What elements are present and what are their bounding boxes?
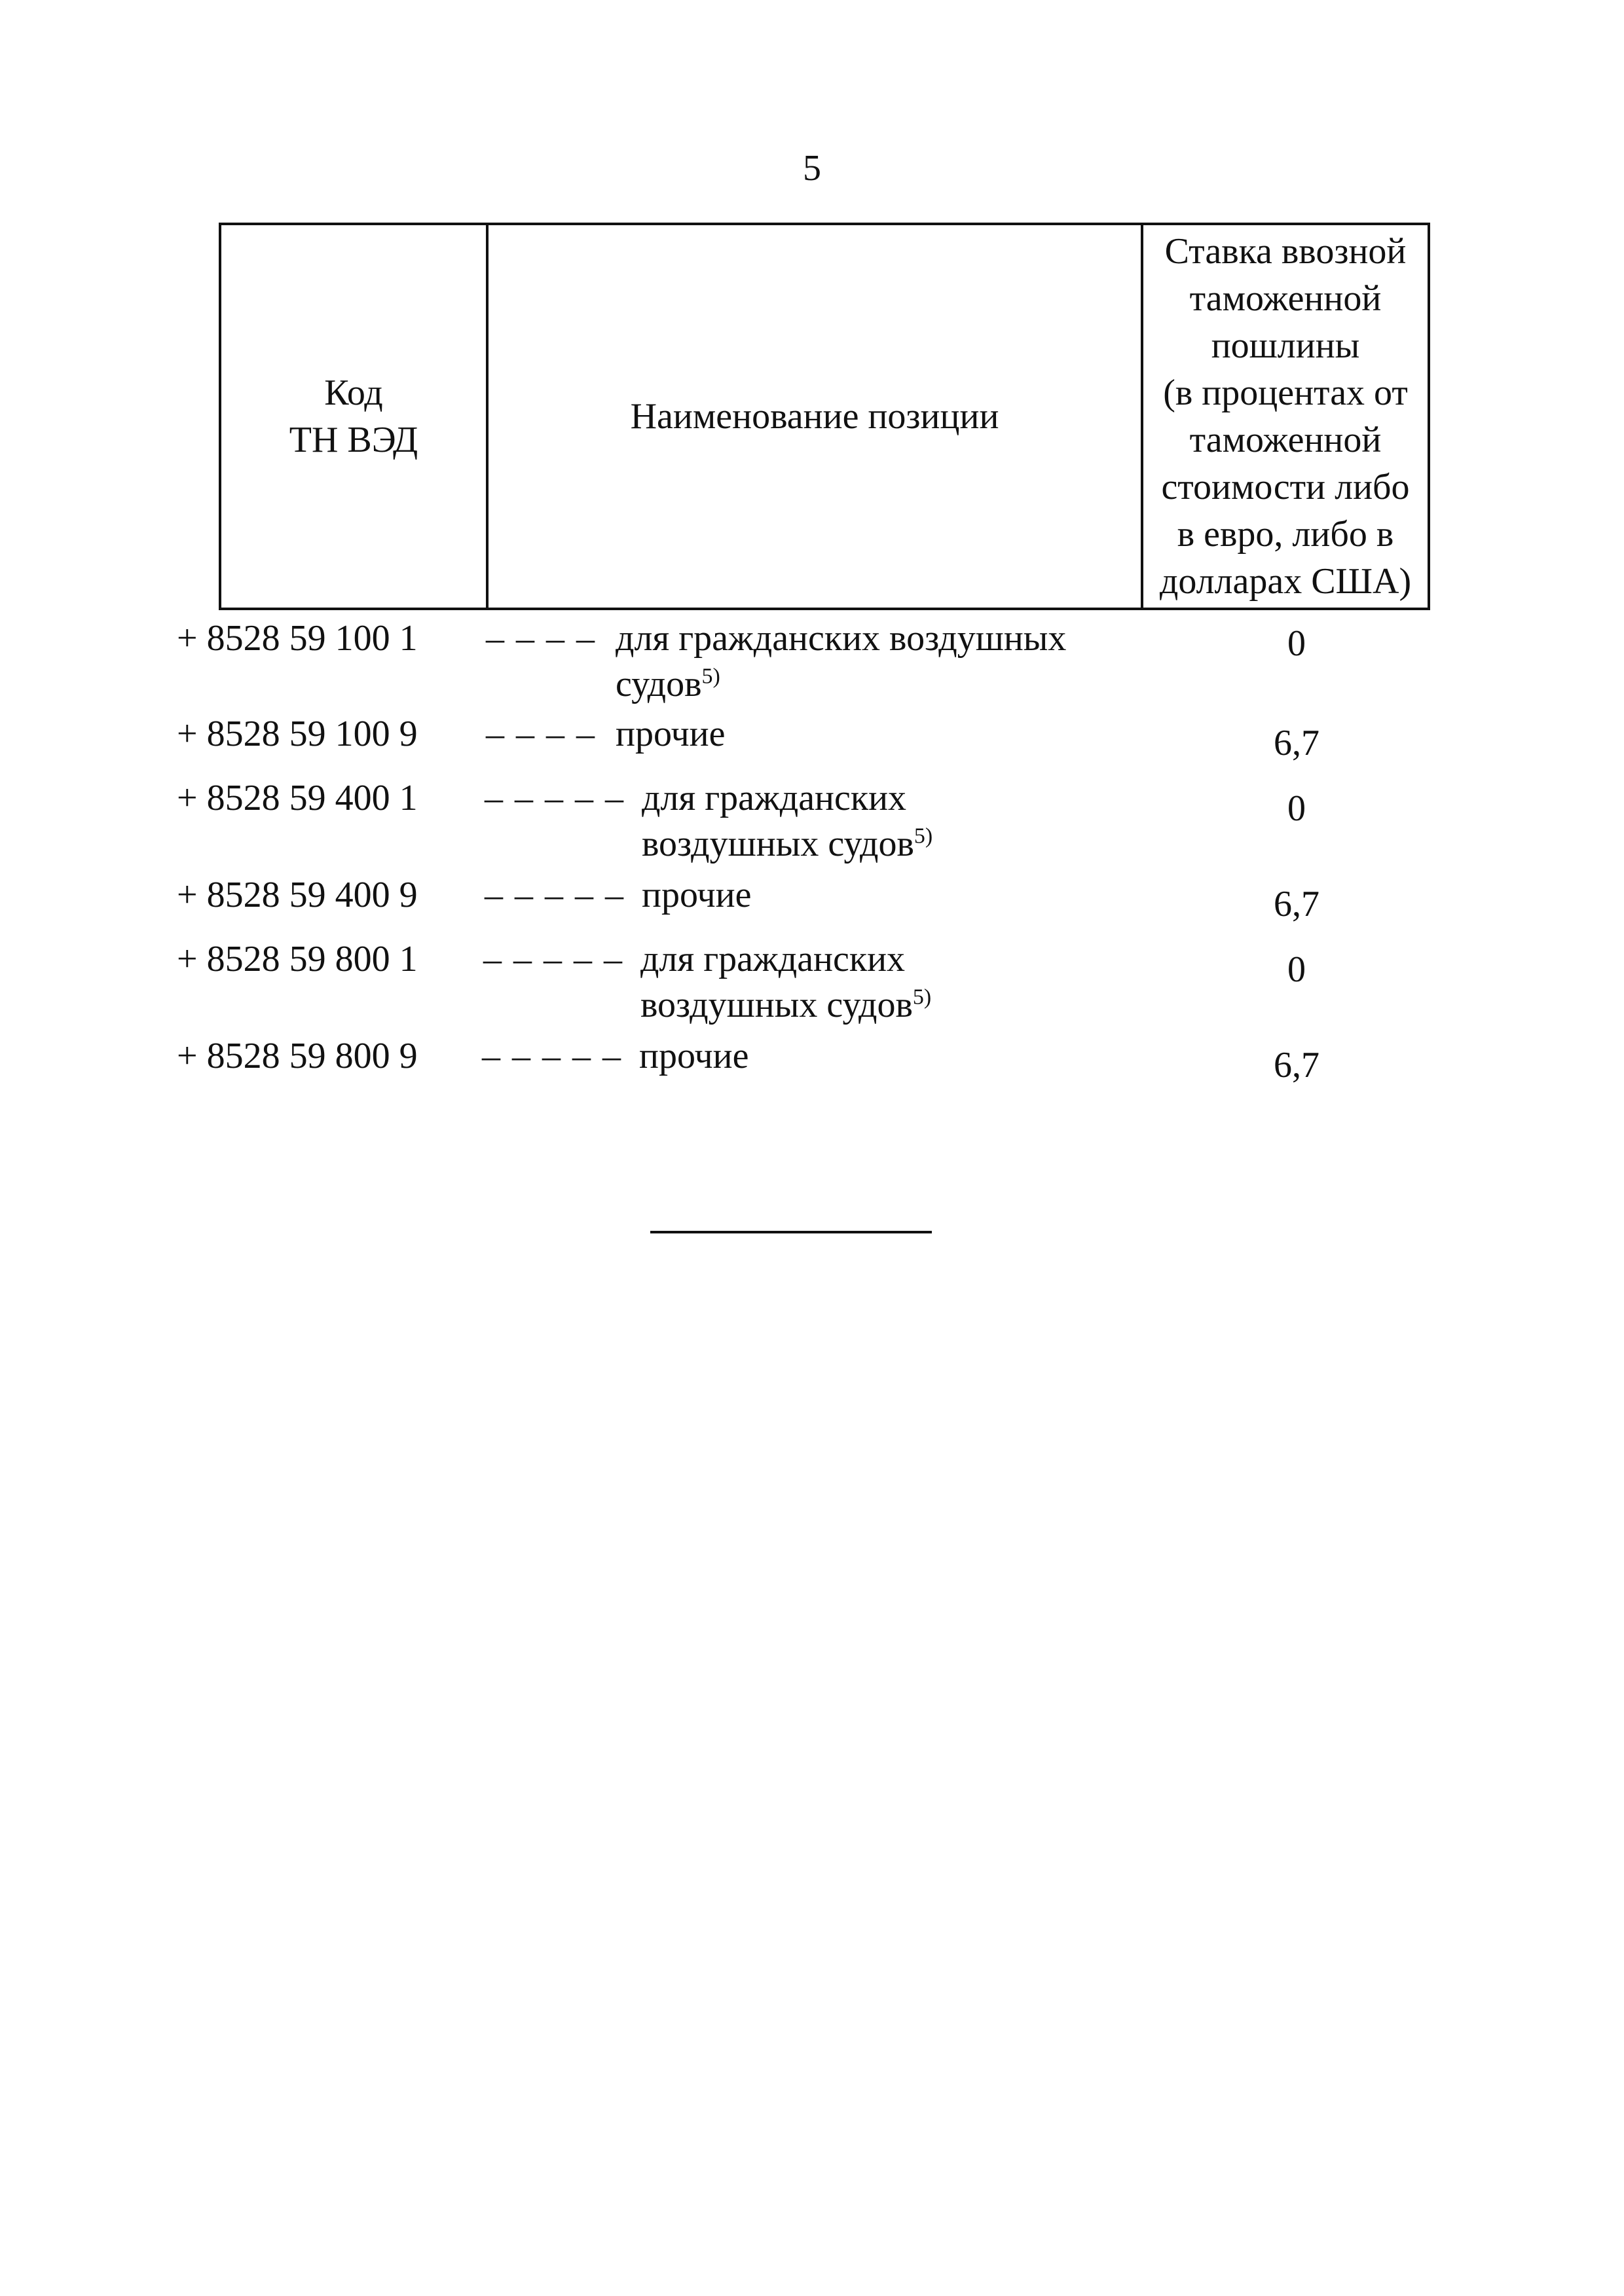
row-rate: 0 bbox=[1287, 623, 1306, 664]
row-dashes: – – – – bbox=[486, 618, 596, 659]
header-name-cell bbox=[489, 225, 1143, 608]
row-description bbox=[639, 1033, 1137, 1079]
row-description-text: прочие bbox=[616, 714, 726, 754]
row-footnote: 5) bbox=[701, 664, 720, 689]
row-rate: 6,7 bbox=[1274, 884, 1320, 924]
header-code-label: Код ТН ВЭД bbox=[289, 373, 418, 460]
row-dashes: – – – – – bbox=[485, 778, 625, 818]
footer-rule bbox=[650, 1231, 932, 1233]
row-footnote: 5) bbox=[912, 985, 932, 1010]
row-description-text: для гражданских воздушных судов bbox=[640, 939, 913, 1025]
row-rate: 6,7 bbox=[1274, 723, 1320, 763]
row-description-text: прочие bbox=[639, 1036, 749, 1076]
row-description bbox=[642, 872, 1139, 918]
header-code-cell bbox=[221, 225, 489, 608]
row-description bbox=[616, 615, 1126, 707]
row-description bbox=[640, 936, 1007, 1028]
row-dashes: – – – – – bbox=[482, 1036, 622, 1076]
row-description bbox=[616, 711, 1113, 757]
row-footnote: 5) bbox=[913, 824, 933, 848]
row-rate: 0 bbox=[1287, 949, 1306, 990]
page-number: 5 bbox=[803, 148, 821, 189]
row-dashes: – – – – – bbox=[483, 939, 623, 979]
row-code: + 8528 59 800 1 bbox=[177, 939, 418, 979]
row-rate: 6,7 bbox=[1274, 1045, 1320, 1085]
table-header bbox=[219, 223, 1430, 610]
row-description-text: для гражданских воздушных судов bbox=[616, 618, 1067, 704]
header-name-label: Наименование позиции bbox=[630, 396, 999, 437]
row-code: + 8528 59 100 9 bbox=[177, 714, 418, 754]
row-description-text: для гражданских воздушных судов bbox=[642, 778, 914, 864]
row-description-text: прочие bbox=[642, 875, 752, 915]
header-rate-cell bbox=[1143, 225, 1428, 608]
row-code: + 8528 59 800 9 bbox=[177, 1036, 418, 1076]
row-dashes: – – – – – bbox=[485, 875, 625, 915]
header-rate-label: Ставка ввозной таможенной пошлины (в процентах от таможенной стоимости либо в евро, либо в долларах США) bbox=[1159, 231, 1412, 602]
row-rate: 0 bbox=[1287, 788, 1306, 829]
row-code: + 8528 59 400 9 bbox=[177, 875, 418, 915]
row-code: + 8528 59 400 1 bbox=[177, 778, 418, 818]
row-dashes: – – – – bbox=[486, 714, 596, 754]
row-code: + 8528 59 100 1 bbox=[177, 618, 418, 659]
row-description bbox=[642, 775, 1008, 867]
